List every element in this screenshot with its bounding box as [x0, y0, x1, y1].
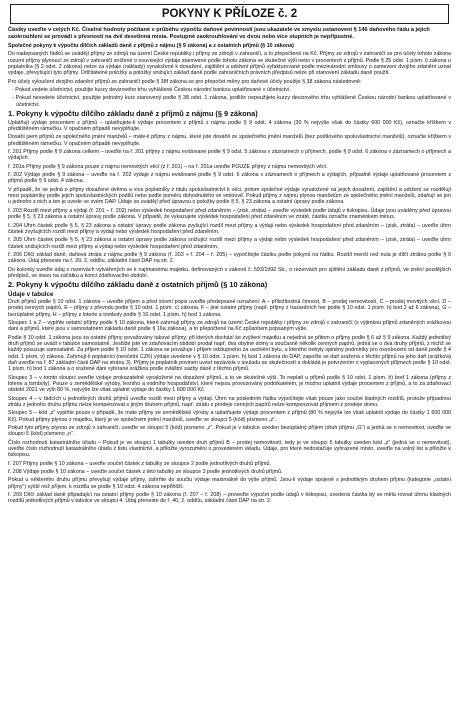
paragraph: Číslo rozhodnutí katastrálního úřadu – Pokud je ve sloupci 1 tabulky uveden druh příjmů B – prodej nemovitostí, tedy je ve sloupci 5 tabulky uveden kód „z“ (jedná se o nemovitost), uveďte číslo rozhodnutí katastrálního úřadu z listu vlastnictví, a přiložte vyrozumění o provedeném vkladu. Údaje, pro které nedostačuje vyhrazené místo, uveďte na volný list a přiložte k tiskopisu. — [8, 439, 451, 459]
paragraph: Do nadepsaných řádků se uvádějí příjmy ze zdrojů na území České republiky i příjmy ze zdrojů v zahraničí, a to přepočtené na Kč. Příjmy ze zdrojů v zahraničí se pro účely tohoto zákona rozumí příjmy plynoucí ze zdrojů v zahraničí snížené o související výdaje stanovené podle tohoto zákona ve skutečné výši nebo v procentech z příjmů. Podle § 25 odst. 1 písm. i) zákona u poplatníka (§ 2 odst. 2 zákona) nelze za výdaje (náklady) vynaložené k dosažení, zajištění a udržení příjmů vyfakturované podle mezinárodní smlouvy o zamezení dvojího zdanění uznat výdaje, převyšující tyto příjmy. Odčitatelné položky a položky snižující základ daně podle zahraničních právních předpisů nelze při stanovení základu daně použít. — [8, 51, 451, 77]
paragraph: Pokud tyto příjmy plynou ze zdrojů v zahraničí, uveďte ve sloupci 5 (kód) písmeno „z“. Pokud je v tabulce uveden bezúplatný příjem (druh příjmu „G“) a jedná se o nemovitost, uveďte ve sloupci 5 (kód) písmeno „n“. — [8, 425, 451, 438]
paragraph: ř. 204 Úhrn částek podle § 5, § 23 zákona a ostatní úpravy podle zákona zvyšující rozdíl mezi příjmy a výdaji nebo výsledek hospodaření před zdaněním – (zisk, ztráta) – uveďte úhrn částek zvyšujících rozdíl mezi příjmy a výdaji nebo výsledek hospodaření před zdaněním. — [8, 222, 451, 235]
paragraph: V případě, že se jedná o příjmy dosažené dvěma a více poplatníky z titulu spoluvlastnictví k věci, potom společné výdaje vynaložené na jejich dosažení, zajištění a udržení se rozdělují mezi poplatníky podle jejich spoluvlastnických podílů nebo podle poměru dohodnutého ve smlouvě. Pokud příjmy z nájmu plynou manželům ze společného jmění manželů, zdaňují se jen u jednoho z nich a ten je uvede ve svém DAP. Údaje se uvádějí před úpravou o položky podle § 5, § 23 zákona a ostatní úpravy podle zákona. — [8, 186, 451, 206]
paragraph: ř. 202 Výdaje podle § 9 zákona – uveďte na ř. 202 výdaje z nájmu evidované podle § 9 odst. 6 zákona v záznamech o příjmech a výdajích, případně výdaje uplatňované procentem z příjmů podle § 9 odst. 4 zákona. — [8, 172, 451, 185]
subsection-heading: Údaje v tabulce — [8, 290, 54, 298]
paragraph: Sloupec 1 a 2 – vyplňte ostatní příjmy podle § 10 zákona, které zahrnují příjmy ze zdrojů na území České republiky i příjmy ze zdrojů v zahraničí (s výjimkou příjmů zdaněných srážkovou daní a příjmů, které jsou v samostatném základu daně podle § 16a zákona), a to přepočtené na Kč způsobem popsaným výše. — [8, 319, 451, 333]
paragraph: Podle § 10 odst. 1 zákona jsou za ostatní příjmy považovány takové příjmy, při kterých dochází ke zvýšení majetku a nejedná se přitom o příjmy podle § 6 až § 9 zákona. Každý jednotlivý druh příjmů se uvádí v tabulce samostatně. Jestliže jste ve zdaňovacím období prodal např. dva obytné domy a současně několik cenných papírů, jedná se o dva druhy příjmů, z nichž se každý posuzuje samostatně. Za příjem podle § 10 odst. 1 zákona se považuje i příjem odstupného za uvolnění bytu, u kterého nebyly splněny podmínky pro osvobození od daně podle § 4 odst. 1 písm. v) zákona. Zahrnují-li poplatníci (nesčetní CZK) výdaje uvedené v § 10 odst. 1 písm. h) bod 1 zákona do DAP, započte se daň sražená z těchto příjmů na jeho daň (srážková daň uveďte na ř. 87 základní části DAP na stránu 3). Příjmy je poplatník povinen uvést nezávisle v souladu se skutečností a dokládá je potvrzením o vyplacených příjmech podle § 10 odst. 1 písm. h) bod 1 zákona a o sražené dani vybírané srážkou podle zvláštní sazby daně z těchto příjmů. — [8, 334, 451, 373]
paragraph: ř. 201a Příjmy podle § 9 zákona pouze z nájmu nemovitých věcí (z ř. 201) – na ř. 201a uveďte POUZE příjmy z nájmu nemovitých věcí. — [8, 163, 328, 170]
paragraph: Dosáhl jsem příjmů ze společného jmění manželů – máte-li příjmy z nájmu, které jste dosáhli ze společného jmění manželů (bez podílového spoluvlastnictví manželů), označte křížkem v předtištěném rámečku. V opačném případě nevyplňujte. — [8, 134, 451, 147]
paragraph: ř. 209 Dílčí základ daně připadající na ostatní příjmy podle § 10 zákona (ř. 207 – ř. 208) – proveďte výpočet podle údajů v tiskopisu, uvedená částka by se měla rovnat úhrnu kladných rozdílů jednotlivých příjmů v tabulce ve sloupci 4. Údaj přeneste do ř. 40, 2. oddílu, základní části DAP na str. 2. — [8, 492, 451, 505]
common-instructions-heading: Společné pokyny k výpočtu dílčích základů daně z příjmů z nájmu (§ 9 zákona) a z ostatních příjmů (§ 10 zákona) — [8, 43, 294, 49]
paragraph: Do kolonky uveďte údaj o rezervách vytvářených se k najímanému majetku, definovaných v zákoně č. 593/1992 Sb., o rezervách pro zjištění základu daně z příjmů, ve znění pozdějších předpisů, ve stavu na začátku a konci zdaňovacího období. — [8, 266, 451, 279]
section-heading: 1. Pokyny k výpočtu dílčího základu daně z příjmů z nájmu (§ 9 zákona) — [8, 109, 258, 119]
paragraph: Pokud u některého druhu příjmu převyšují výdaje příjmy, zahrňte do součtu výdaje maximálně do výše příjmů. Jsou-li výdaje spojené s jednotlivým druhem příjmu (kategorie „ostatní příjmy“) vyšší než příjem, k rozdílu se podle § 10 odst. 4 zákona nepřihlíží. — [8, 477, 451, 490]
paragraph: Sloupec 5 – kód „z“ vyplňte pouze v případě, že máte příjmy ze zemědělské výroby a uplatňujete výdaje procentem z příjmů (80 % nejvýše lze však uplatnit výdaje do částky 1 600 000 Kč). Pokud příjmy plynou z majetku, který je ve společném jmění manželů, uveďte ve sloupci 5 (kód) písmeno „z“. — [8, 410, 451, 423]
bullet-item: - Pokud nevedete účetnictví, použijte jednotný kurz stanovený podle § 38 odst. 1 zákona, jestliže nepoužijete kurzy devizového trhu vyhlášené Českou národní bankou uplatňované v účetnictví. — [12, 95, 451, 108]
intro-paragraph: Částky uveďte v celých Kč. Číselné hodnoty počítané v průběhu výpočtu daňové povinnosti jsou ukazatelé ve smyslu ustanovení § 146 daňového řádu a jejich zaokrouhlení se provádí s přesností na dvě desetinná místa. Postupné zaokrouhlování ve dvou nebo více stupních je nepřípustné. — [8, 27, 430, 40]
paragraph: Sloupec 3 – v tomto sloupci uveďte výdaje prokazatelně vynaložené na dosažení příjmů, a to ve skutečné výši. To neplatí u příjmů podle § 10 odst. 1 písm. h) bod 1 zákona (příjmy z loterie a tomboly). Pouze u zemědělské výroby, lesního a vodního hospodářství, které nejsou provozovány podnikatelem, je možno uplatnit výdaje procentem z příjmů, a to za zdaňovací období 2021 ve výši 80 %, nejvýše lze však uplatnit výdaje do částky 1 600 000 Kč. — [8, 374, 451, 394]
document-page — [8, 4, 451, 713]
page-title: POKYNY K PŘÍLOZE č. 2 — [10, 4, 449, 24]
paragraph: ř. 203 Rozdíl mezi příjmy a výdaji (ř. 201 – ř. 202) nebo výsledek hospodaření před zdaněním – (zisk, ztráta) – uveďte výsledek podle údajů v tiskopisu. Údaje jsou uváděny před úpravou podle § 5, § 23 zákona a ostatní úpravy podle zákona. V případě, že vykazujete výsledek hospodaření před zdaněním ve ztrátě, částku označte znaménkem minus. — [8, 207, 451, 221]
paragraph: ř. 205 Úhrn částek podle § 5, § 23 zákona a ostatní úpravy podle zákona snižující rozdíl mezi příjmy a výdaji nebo výsledek hospodaření před zdaněním – (zisk, ztráta) – uveďte úhrn částek snižujících rozdíl mezi příjmy a výdaji nebo výsledek hospodaření před zdaněním. — [8, 237, 451, 250]
bullet-item: - Pokud vedete účetnictví, použijte kurzy devizového trhu vyhlášené Českou národní bankou uplatňované v účetnictví. — [12, 87, 291, 94]
paragraph: ř. 207 Příjmy podle § 10 zákona – uveďte součet částek z tabulky ze sloupce 2 podle jednotlivých druhů příjmů. — [8, 460, 271, 467]
paragraph: Pro účely vyloučení dvojího zdanění příjmů ze zahraničí podle § 38f zákona se pro přepočet měny pro daňové účely použije § 38 zákona následovně: — [8, 78, 362, 85]
paragraph: ř. 206 Dílčí základ daně, daňová ztráta z nájmu podle § 9 zákona (ř. 203 + ř. 204 – ř. 205) – vypočítejte částku podle pokynů na řádku. Rozdíl menší než nula je dílčí ztrátou podle § 9 zákona. Údaj přeneste na ř. 39, 2. oddílu, základní části DAP na str. 2. — [8, 251, 451, 265]
paragraph: ř. 201 Příjmy podle § 9 zákona celkem – uveďte na ř. 201 příjmy z nájmu evidované podle § 9 odst. 5 zákona v záznamech o příjmech, podle § 9 odst. 6 zákona v záznamech o příjmech a výdajích. — [8, 149, 451, 162]
paragraph: Druh příjmů podle § 10 odst. 1 zákona – uveďte příjem a před slovní popis uveďte předepsané označení: A – příležitostná činnost, B – prodej nemovitostí, C – prodej movitých věcí, D – prodej cenných papírů, E – příjmy z převodu podle § 10 odst. 1 písm. c) zákona, F – jiné ostatní příjmy (např. příjmy z hazardních her podle § 10 odst. 1 písm. h) bod 2 až 6 zákona), G – bezúplatné příjmy, H – příjmy z loterie a tomboly podle § 10 odst. 1 písm. h) bod 1 zákona. — [8, 298, 451, 318]
paragraph: Uplatňují výdaje procentem z příjmů – uplatňujete-li výdaje procentem z příjmů z nájmu podle § 9 odst. 4 zákona (30 % nejvýše však do částky 600 000 Kč), označte křížkem v předtištěném rámečku. V opačném případě nevyplňujte. — [8, 119, 451, 133]
paragraph: ř. 208 Výdaje podle § 10 zákona – uveďte součet částek z této tabulky ze sloupce 3 podle jednotlivých druhů příjmů. — [8, 469, 283, 476]
section-heading: 2. Pokyny k výpočtu dílčího základu daně z ostatních příjmů (§ 10 zákona) — [8, 280, 268, 290]
paragraph: Sloupec 4 – v řádcích u jednotlivých druhů příjmů uveďte rozdíl mezi příjmy a výdaji. Úhrn na posledním řádku vypočítejte však pouze jako součet kladných rozdílů, protože případnou ztrátu z jednoho druhu příjmu nelze kompenzovat s jiným druhem příjmů, např. ztrátu z prodeje cenných papírů nelze kompenzovat příjmem z prodeje domu. — [8, 395, 451, 408]
